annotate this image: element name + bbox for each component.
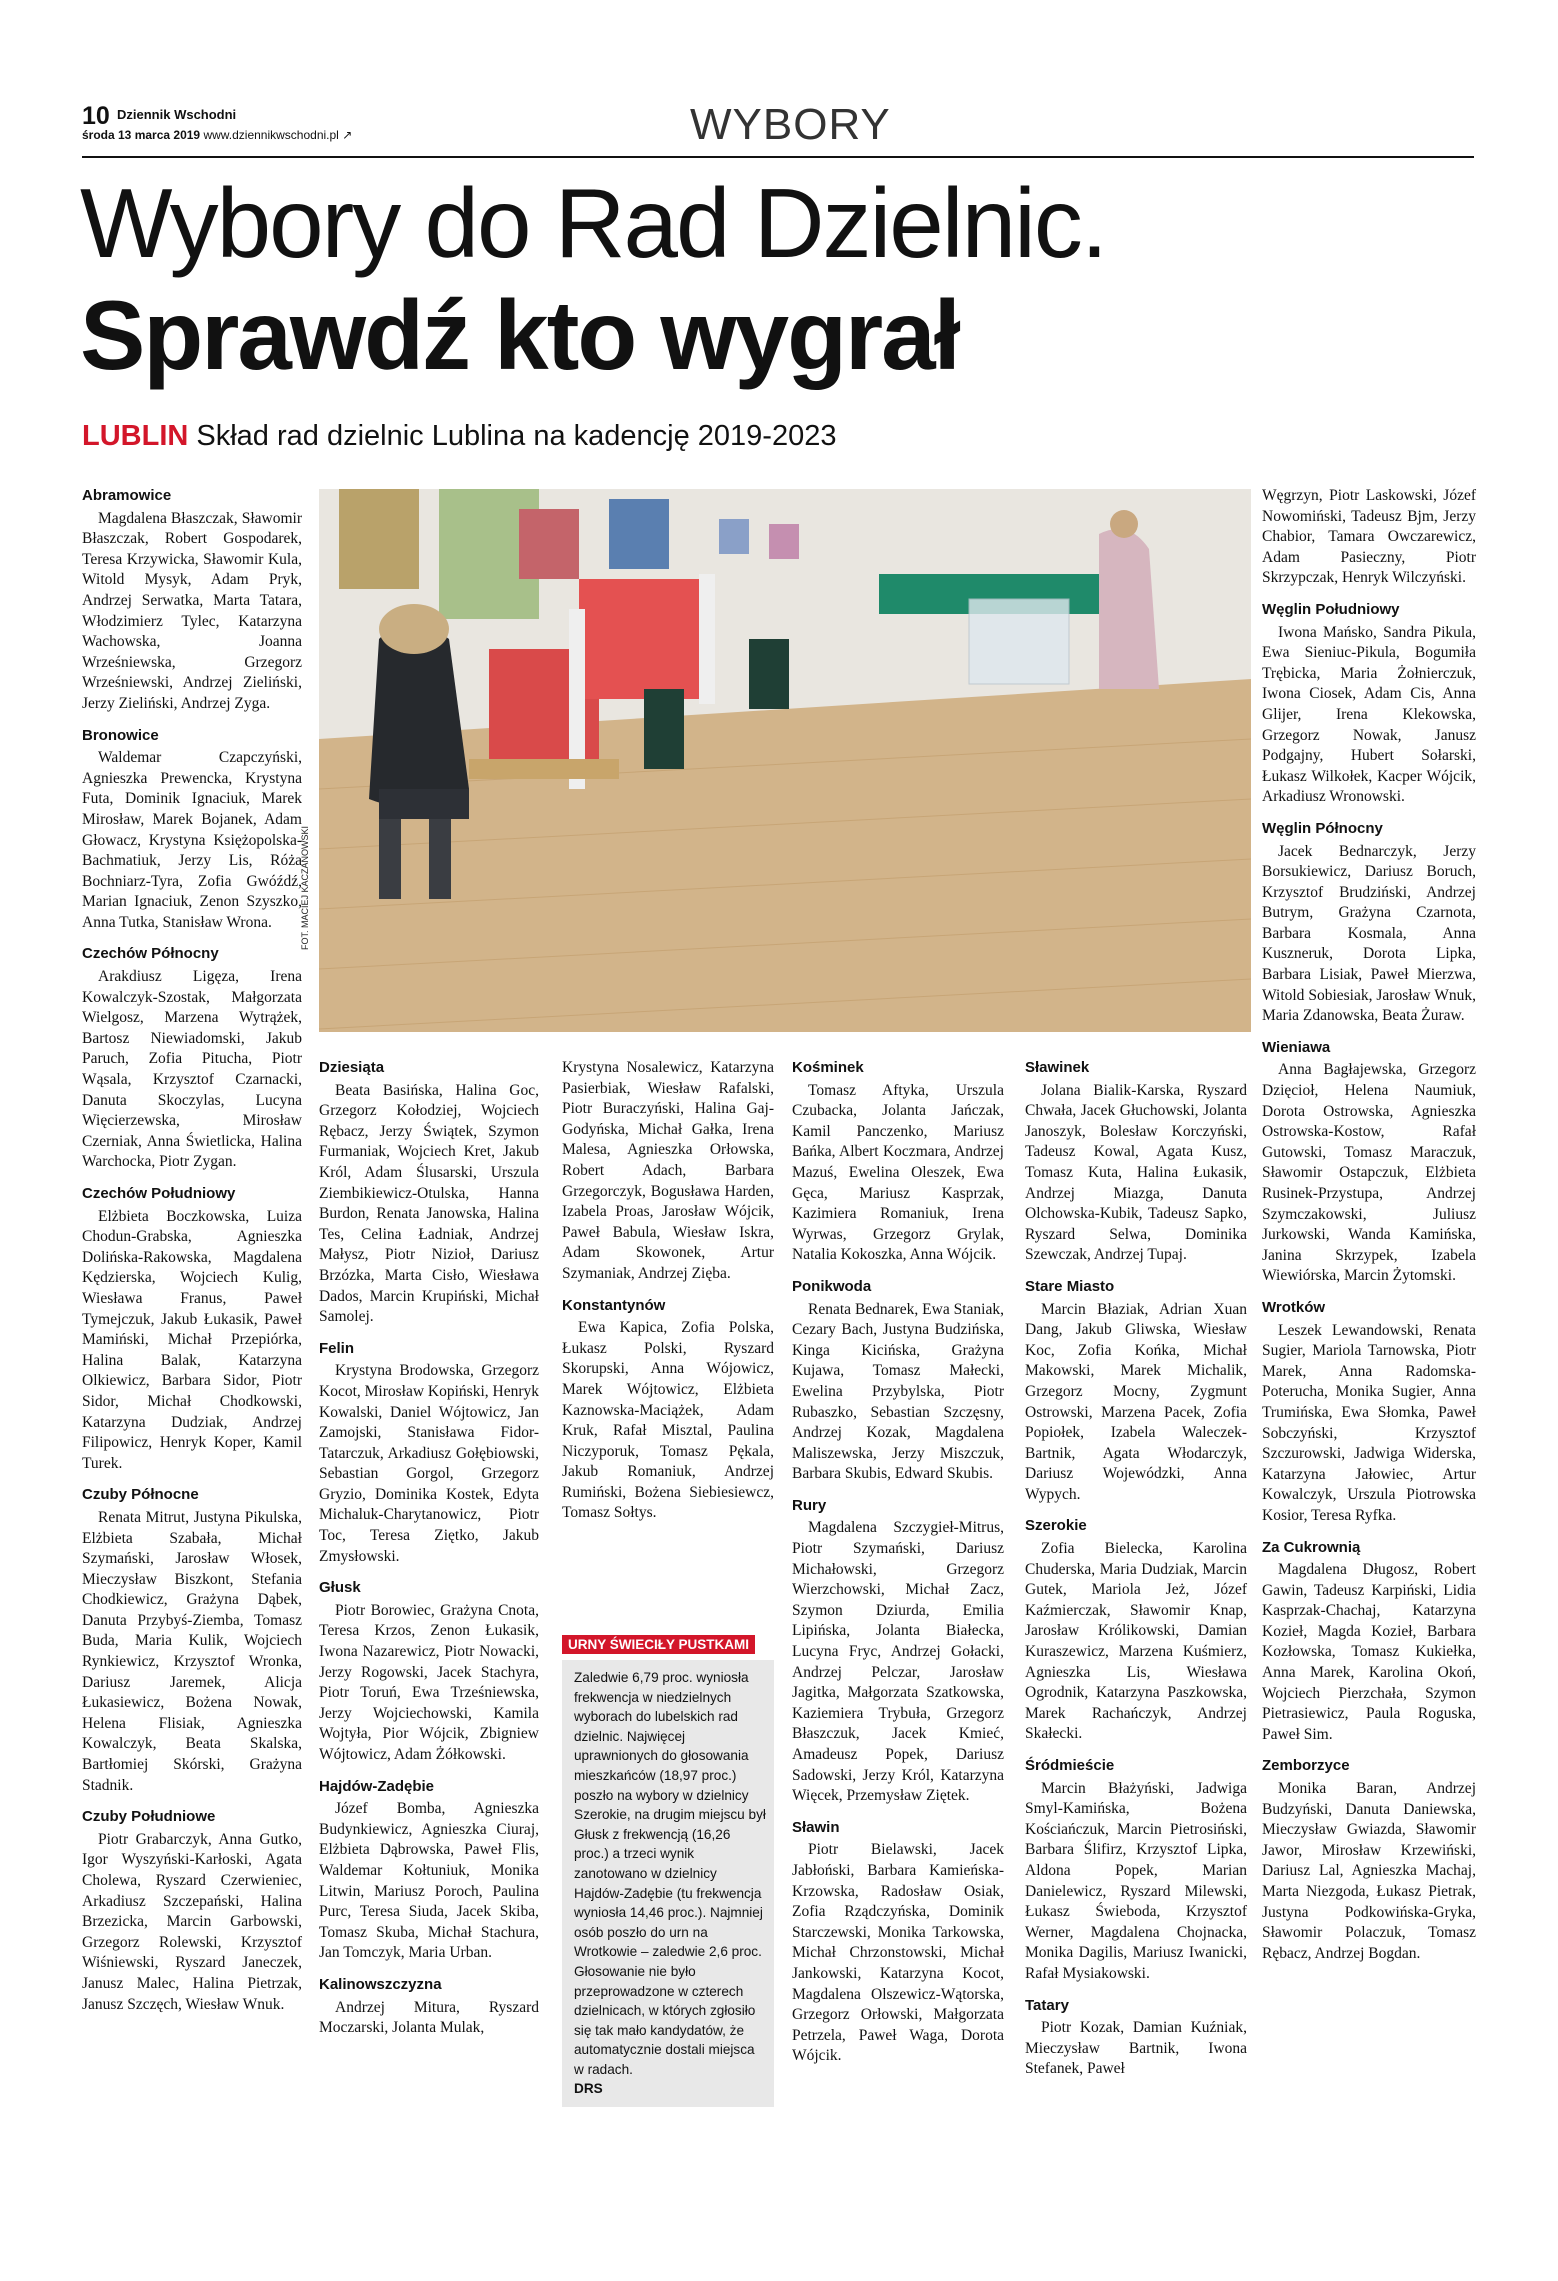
- section-label: WYBORY: [690, 100, 891, 149]
- district-name: Śródmieście: [1025, 1757, 1115, 1774]
- district-name: Hajdów-Zadębie: [319, 1777, 435, 1795]
- district-czuby-polnocne: [82, 1485, 302, 1796]
- district-wieniawa: [1262, 1038, 1476, 1287]
- cursor-icon: ↗: [342, 128, 353, 142]
- district-felin: [319, 1339, 539, 1568]
- box-signature: DRS: [574, 2081, 603, 2097]
- paper-name: Dziennik Wschodni: [117, 107, 237, 122]
- district-za-cukrownia: [1262, 1538, 1476, 1746]
- district-ponikwoda: [792, 1277, 1004, 1485]
- district-bronowice: [82, 726, 302, 934]
- district-name: Za Cukrownią: [1262, 1538, 1361, 1556]
- district-name: Wieniawa: [1262, 1038, 1331, 1056]
- district-members: Piotr Bielawski, Jacek Jabłoński, Barbara Kamieńska-Krzowska, Radosław Osiak, Zofia Rządczyńska, Dominik Starczewski, Monika Tarkowska, Michał Chrzonstowski, Michał Jankowski, Katarzyna Kocot, Magdalena Olszewicz-Wątorska, Grzegorz Orłowski, Małgorzata Petrzela, Paweł Waga, Dorota Wójcik.: [792, 1841, 1004, 2065]
- column-3: [562, 1058, 774, 1535]
- district-name: Głusk: [319, 1579, 361, 1597]
- district-members: Marcin Błaziak, Adrian Xuan Dang, Jakub Gliwska, Wiesław Koc, Zofia Końka, Michał Makowski, Marek Michalik, Grzegorz Mocny, Zygmunt Ostrowski, Marzena Pacek, Zofia Popiołek, Izabela Waleczek-Bartnik, Agata Włodarczyk, Dariusz Wojewódzki, Anna Wypych.: [1025, 1300, 1247, 1503]
- column-2: [319, 1058, 539, 2050]
- district-tatary: [1025, 1996, 1247, 2080]
- district-members: Waldemar Czapczyński, Agnieszka Prewencka, Krystyna Futa, Dominik Ignaciuk, Marek Mirosław, Marek Bojanek, Adam Głowacz, Krystyna Księżopolska-Bachmatiuk, Jerzy Lis, Róża Bochniarz-Tyra, Zofia Gwóźdź, Marian Ignaciuk, Zenon Szyszko, Anna Tutka, Stanisław Wrona.: [82, 749, 302, 931]
- district-members: Andrzej Mitura, Ryszard Moczarski, Jolanta Mulak,: [319, 1998, 539, 2037]
- column-5: [1025, 1058, 1247, 2091]
- district-name: Abramowice: [82, 487, 172, 504]
- district-kalinowszczyzna: [319, 1975, 539, 2039]
- district-name: Kalinowszczyzna: [319, 1975, 442, 1993]
- district-members: Elżbieta Boczkowska, Luiza Chodun-Grabska, Agnieszka Dolińska-Rakowska, Magdalena Kędzierska, Wojciech Kulig, Wiesława Franus, Paweł Tymejczuk, Jakub Łukasik, Paweł Mamiński, Michał Przepiórka, Halina Balak, Katarzyna Olkiewicz, Barbara Sidor, Piotr Sidor, Michał Chodkowski, Katarzyna Dudziak, Andrzej Filipowicz, Henryk Koper, Kamil Turek.: [82, 1207, 302, 1472]
- district-members: Beata Basińska, Halina Goc, Grzegorz Kołodziej, Wojciech Rębacz, Jerzy Świątek, Szymon Furmaniak, Wojciech Kret, Jakub Król, Adam Ślusarski, Urszula Ziembikiewicz-Otulska, Hanna Burdon, Renata Janowska, Halina Tes, Celina Ładniak, Andrzej Małysz, Piotr Nizioł, Dariusz Brzózka, Marta Cisło, Wiesława Dados, Marcin Krupiński, Michał Samolej.: [319, 1081, 539, 1326]
- district-members: Monika Baran, Andrzej Budzyński, Danuta Daniewska, Mieczysław Gwiazda, Sławomir Jawor, Mirosław Krzewiński, Dariusz Lal, Agnieszka Machaj, Marta Niezgoda, Łukasz Pietrak, Justyna Podkowińska-Gryka, Sławomir Polaczuk, Tomasz Rębacz, Andrzej Bogdan.: [1262, 1780, 1476, 1962]
- district-czechow-poludniowy: [82, 1184, 302, 1474]
- district-name: Sławinek: [1025, 1059, 1090, 1076]
- district-name: Tatary: [1025, 1996, 1069, 2014]
- photo-credit: FOT. MACIEJ KACZANOWSKI: [300, 825, 310, 950]
- district-name: Kośminek: [792, 1059, 864, 1076]
- district-name: Czechów Północny: [82, 945, 219, 963]
- lead-keyword: LUBLIN: [82, 420, 189, 452]
- district-members: Marcin Błażyński, Jadwiga Smyl-Kamińska, Bożena Kościańczuk, Marcin Pietrosiński, Barbara Ślifirz, Krzysztof Lipka, Aldona Popek, Marian Danielewicz, Ryszard Milewski, Łukasz Świeboda, Krzysztof Werner, Magdalena Chojnacka, Monika Dagilis, Mariusz Iwanicki, Rafał Mysiakowski.: [1025, 1779, 1247, 1982]
- district-name: Czuby Północne: [82, 1486, 199, 1504]
- district-slawin: [792, 1818, 1004, 2067]
- district-members: Magdalena Błaszczak, Sławomir Błaszczak, Robert Gospodarek, Teresa Krzywicka, Sławomir Kula, Witold Mysyk, Adam Pryk, Andrzej Serwatka, Marta Tatara, Włodzimierz Tylec, Katarzyna Wachowska, Joanna Wrześniewska, Grzegorz Wrześniewski, Andrzej Zieliński, Jerzy Zieliński, Andrzej Zyga.: [82, 509, 302, 712]
- lead: [82, 420, 836, 453]
- page-number: 10: [82, 102, 110, 130]
- dateline: [82, 128, 352, 142]
- district-members: Magdalena Długosz, Robert Gawin, Tadeusz Karpiński, Lidia Kasprzak-Chachaj, Katarzyna Kozieł, Magda Kozieł, Barbara Kozłowska, Tomasz Kukiełka, Anna Marek, Karolina Okoń, Wojciech Pierzchała, Szymon Pietrasiewicz, Paula Roguska, Paweł Sim.: [1262, 1561, 1476, 1743]
- district-name: Stare Miasto: [1025, 1277, 1115, 1295]
- district-srodmiescie: [1025, 1756, 1247, 1985]
- district-weglin-polnocny: [1262, 819, 1476, 1027]
- district-name: Ponikwoda: [792, 1277, 872, 1295]
- district-members: Krystyna Nosalewicz, Katarzyna Pasierbiak, Wiesław Rafalski, Piotr Buraczyński, Halina Gaj-Godyńska, Michał Gałka, Irena Malesa, Agnieszka Orłowska, Robert Adach, Barbara Grzegorczyk, Bogusława Harden, Izabela Proas, Jarosław Wójcik, Paweł Babula, Wiesław Iskra, Adam Skowonek, Artur Szymaniak, Andrzej Zięba.: [562, 1059, 774, 1282]
- district-members: Arakdiusz Ligęza, Irena Kowalczyk-Szostak, Małgorzata Wielgosz, Marzena Wytrążek, Bartosz Niewiadomski, Jakub Paruch, Zofia Pitucha, Piotr Wąsala, Krzysztof Czarnacki, Danuta Skoczylas, Lucyna Więcierzewska, Mirosław Czerniak, Anna Świetlicka, Halina Warchocka, Piotr Zygan.: [82, 968, 302, 1171]
- district-name: Węglin Południowy: [1262, 600, 1400, 618]
- box-body: [562, 1660, 774, 2107]
- district-czuby-poludniowe: [82, 1807, 302, 2015]
- district-members: Jolana Bialik-Karska, Ryszard Chwała, Jacek Głuchowski, Jolanta Janoszyk, Bolesław Korczyński, Tadeusz Kowal, Agata Kusz, Tomasz Kuta, Halina Łukasik, Andrzej Miazga, Danuta Olchowska-Kubik, Tadeusz Sapko, Ryszard Selwa, Dominika Szewczak, Andrzej Tupaj.: [1025, 1081, 1247, 1264]
- district-szerokie: [1025, 1516, 1247, 1745]
- polling-station-photo: [319, 489, 1251, 1032]
- district-members: Krystyna Brodowska, Grzegorz Kocot, Mirosław Kopiński, Henryk Kowalski, Daniel Wójtowicz, Jan Zamojski, Stanisława Fidor-Tatarczuk, Arkadiusz Gołębiowski, Sebastian Gorgol, Grzegorz Gryzio, Dominika Kostek, Edyta Michaluk-Charytanowicz, Piotr Toc, Teresa Ziętko, Jakub Zmysłowski.: [319, 1362, 539, 1565]
- district-dziesiata: [319, 1058, 539, 1328]
- district-members: Węgrzyn, Piotr Laskowski, Józef Nowomiński, Tadeusz Bjm, Jerzy Chabior, Tamara Owczarewicz, Adam Pasieczny, Piotr Skrzypczak, Henryk Wilczyński.: [1262, 487, 1476, 587]
- district-members: Renata Mitrut, Justyna Pikulska, Elżbieta Szabała, Michał Szymański, Jarosław Włosek, Mieczysław Biszkont, Stefania Chodkiewicz, Grażyna Dąbek, Danuta Przybyś-Ziemba, Tomasz Buda, Maria Kulik, Wojciech Rynkiewicz, Krzysztof Wronka, Dariusz Jaremek, Alicja Łukasiewicz, Bożena Nowak, Helena Flisiak, Agnieszka Kowalczyk, Beata Skalska, Bartłomiej Skórski, Grażyna Stadnik.: [82, 1508, 302, 1794]
- district-members: Zofia Bielecka, Karolina Chuderska, Maria Dudziak, Marcin Gutek, Mariola Jeż, Józef Kaźmierczak, Sławomir Knap, Jarosław Królikowski, Damian Kuraszewicz, Marzena Kuśmierz, Agnieszka Lis, Wiesława Ogrodnik, Katarzyna Paszkowska, Marek Rachańczyk, Andrzej Skałecki.: [1025, 1540, 1247, 1743]
- district-hajdow-zadebie: [319, 1777, 539, 1964]
- headline-line2: Sprawdź kto wygrał: [80, 280, 959, 390]
- box-label: URNY ŚWIECIŁY PUSTKAMI: [562, 1635, 755, 1654]
- district-wrotkow: [1262, 1298, 1476, 1527]
- district-members: Piotr Borowiec, Grażyna Cnota, Teresa Krzos, Zenon Łukasik, Iwona Nazarewicz, Piotr Nowacki, Jerzy Rogowski, Jacek Stachyra, Piotr Toruń, Ewa Trześniewska, Jerzy Wojciechowski, Kamila Wojtyła, Pior Wójcik, Zbigniew Wójtowicz, Adam Żółkowski.: [319, 1601, 539, 1763]
- district-name: Czuby Południowe: [82, 1808, 216, 1826]
- photo-illustration: [319, 489, 1251, 1032]
- district-stare-miasto: [1025, 1277, 1247, 1506]
- district-members: Piotr Kozak, Damian Kuźniak, Mieczysław Bartnik, Iwona Stefanek, Paweł: [1025, 2019, 1247, 2078]
- district-abramowice: [82, 486, 302, 715]
- district-members: Anna Bagłajewska, Grzegorz Dzięcioł, Helena Naumiuk, Dorota Ostrowska, Agnieszka Ostrowska-Kostow, Rafał Gutowski, Tomasz Maraczuk, Sławomir Ostapczuk, Elżbieta Rusinek-Przystupa, Andrzej Szymczakowski, Juliusz Jurkowski, Wanda Kamińska, Janina Skrzypek, Izabela Wiewiórska, Marcin Żytomski.: [1262, 1061, 1476, 1285]
- district-members: Tomasz Aftyka, Urszula Czubacka, Jolanta Jańczak, Kamil Panczenko, Mariusz Bańka, Albert Koczmara, Andrzej Mazuś, Ewelina Oleszek, Ewa Gęca, Mariusz Kasprzak, Kazimiera Romaniuk, Irena Wyrwas, Grzegorz Grylak, Natalia Kokoszka, Anna Wójcik.: [792, 1081, 1004, 1264]
- district-weglin-poludniowy: [1262, 600, 1476, 808]
- district-czechow-polnocny: [82, 944, 302, 1173]
- district-slawinek: [1025, 1058, 1247, 1266]
- district-members: Józef Bomba, Agnieszka Budynkiewicz, Agnieszka Ciuraj, Elżbieta Dąbrowska, Paweł Flis, Waldemar Kołtuniuk, Monika Litwin, Mariusz Poroch, Paulina Purc, Teresa Siuda, Jacek Skiba, Tomasz Skuba, Michał Stachura, Jan Tomczyk, Maria Urban.: [319, 1800, 539, 1962]
- website-link[interactable]: www.dziennikwschodni.pl: [203, 128, 339, 142]
- district-name: Wrotków: [1262, 1298, 1326, 1316]
- district-members: Jacek Bednarczyk, Jerzy Borsukiewicz, Dariusz Boruch, Krzysztof Brudziński, Andrzej Butrym, Grażyna Czarnota, Barbara Kosmala, Anna Kuszneruk, Dorota Lipka, Barbara Lisiak, Paweł Mierzwa, Witold Sobiesiak, Jarosław Wnuk, Maria Zdanowska, Beata Żuraw.: [1262, 842, 1476, 1025]
- column-6: [1262, 486, 1476, 1975]
- header-divider: [82, 156, 1474, 158]
- district-kosminek: [792, 1058, 1004, 1266]
- district-members: Leszek Lewandowski, Renata Sugier, Mariola Tarnowska, Piotr Marek, Anna Radomska-Poterucha, Monika Sugier, Anna Trumińska, Ewa Słomka, Paweł Sobczyński, Krzysztof Szczurowski, Jadwiga Widerska, Katarzyna Jałowiec, Artur Kowalczyk, Urszula Piotrowska Kosior, Teresa Ryfka.: [1262, 1321, 1476, 1524]
- column-1: [82, 486, 302, 2026]
- headline-line1: Wybory do Rad Dzielnic.: [80, 168, 1107, 278]
- district-members: Renata Bednarek, Ewa Staniak, Cezary Bach, Justyna Budzińska, Kinga Kicińska, Grażyna Kujawa, Tomasz Małecki, Ewelina Przybylska, Piotr Rubaszko, Sebastian Szczęsny, Andrzej Kozak, Magdalena Maliszewska, Jerzy Miszczuk, Barbara Skubis, Edward Skubis.: [792, 1300, 1004, 1483]
- district-konstantynow: [562, 1296, 774, 1525]
- district-name: Zemborzyce: [1262, 1757, 1350, 1775]
- district-zemborzyce: [1262, 1756, 1476, 1964]
- district-name: Felin: [319, 1339, 355, 1357]
- issue-date: środa 13 marca 2019: [82, 128, 201, 142]
- district-name: Bronowice: [82, 726, 159, 744]
- district-name: Rury: [792, 1496, 827, 1514]
- district-name: Konstantynów: [562, 1296, 666, 1314]
- district-name: Węglin Północny: [1262, 819, 1383, 837]
- district-name: Dziesiąta: [319, 1059, 385, 1076]
- district-members: Iwona Mańsko, Sandra Pikula, Ewa Sieniuc-Pikula, Bogumiła Trębicka, Maria Żołnierczuk, Iwona Ciosek, Adam Cis, Anna Glijer, Irena Klekowska, Grzegorz Nowak, Janusz Podgajny, Hubert Sołarski, Łukasz Wilkołek, Kacper Wójcik, Arkadiusz Wronowski.: [1262, 623, 1476, 806]
- district-kalinowszczyzna-continued: [562, 1058, 774, 1285]
- district-name: Szerokie: [1025, 1517, 1087, 1535]
- district-name: Czechów Południowy: [82, 1185, 236, 1202]
- turnout-box: [562, 1635, 774, 2107]
- district-rury: [792, 1496, 1004, 1807]
- column-4: [792, 1058, 1004, 2078]
- district-members: Ewa Kapica, Zofia Polska, Łukasz Polski, Ryszard Skorupski, Anna Wójowicz, Marek Wójtowicz, Elżbieta Kaznowska-Maciążek, Adam Kruk, Rafał Misztal, Paulina Niczyporuk, Tomasz Pękala, Jakub Romaniuk, Andrzej Rumiński, Bożena Siebiesiewcz, Tomasz Sołtys.: [562, 1319, 774, 1522]
- district-members: Magdalena Szczygieł-Mitrus, Piotr Szymański, Dariusz Michałowski, Grzegorz Wierzchowski, Michał Zacz, Szymon Dziurda, Emilia Lipińska, Jolanta Białecka, Lucyna Fryc, Andrzej Gołacki, Andrzej Pelczar, Jarosław Jagitka, Małgorzata Szatkowska, Kaziemiera Trybuła, Grzegorz Błaszczuk, Jacek Kmieć, Amadeusz Popek, Dariusz Sadowski, Jerzy Król, Katarzyna Więcek, Przemysław Ziętek.: [792, 1519, 1004, 1805]
- district-glusk: [319, 1578, 539, 1765]
- box-text: Zaledwie 6,79 proc. wyniosła frekwencja w niedzielnych wyborach do lubelskich rad dzielnic. Najwięcej uprawnionych do głosowania mieszkańców (18,97 proc.) poszło na wybory w dzielnicy Szerokie, na drugim miejscu był Głusk z frekwencją (16,26 proc.) a trzeci wynik zanotowano w dzielnicy Hajdów-Zadębie (tu frekwencja wyniosła 14,46 proc.). Najmniej osób poszło do urn na Wrotkowie – zaledwie 2,6 proc. Głosowanie nie było przeprowadzone w czterech dzielnicach, w których zgłosiło się tak mało kandydatów, że automatycznie dostali miejsca w radach.: [574, 1670, 766, 2077]
- lead-text: Skład rad dzielnic Lublina na kadencję 2019-2023: [196, 420, 837, 452]
- district-name: Sławin: [792, 1818, 840, 1836]
- district-members: Piotr Grabarczyk, Anna Gutko, Igor Wyszyński-Karłoski, Agata Cholewa, Ryszard Czerwieniec, Arkadiusz Szczepański, Halina Brzezicka, Marcin Garbowski, Grzegorz Rolewski, Krzysztof Wiśniewski, Ryszard Janeczek, Janusz Malec, Halina Pietrzak, Janusz Szczęch, Wiesław Wnuk.: [82, 1830, 302, 2013]
- district-tatary-continued: [1262, 486, 1476, 589]
